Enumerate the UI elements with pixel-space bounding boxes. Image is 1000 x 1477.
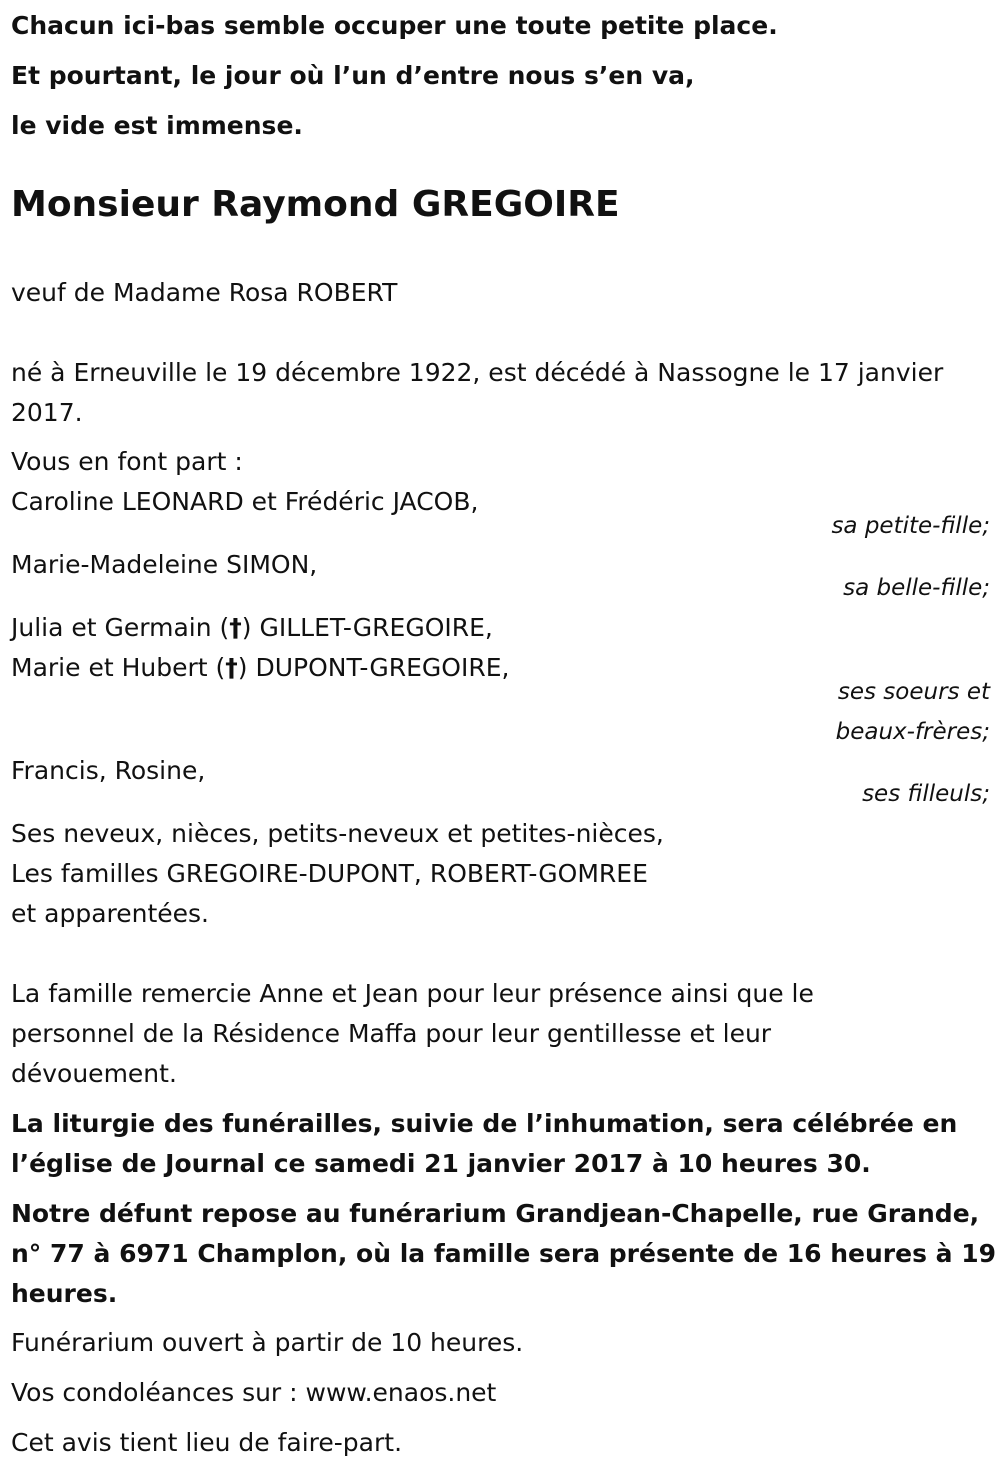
thanks-line-1: La famille remercie Anne et Jean pour leur présence ainsi que le [11, 979, 814, 1008]
quote-line-1: Chacun ici-bas semble occuper une toute petite place. [11, 11, 778, 40]
family-member-name: Francis, Rosine, [11, 756, 206, 785]
thanks-line-2: personnel de la Résidence Maffa pour leur gentillesse et leur [11, 1019, 772, 1048]
funeral-line-1: La liturgie des funérailles, suivie de l’inhumation, sera célébrée en [11, 1109, 958, 1138]
thanks-line-3: dévouement. [11, 1059, 177, 1088]
condolences-line: Vos condoléances sur : www.enaos.net [11, 1378, 497, 1407]
family-member-name-part: Julia et Germain ( [11, 613, 230, 642]
other-relatives-line: Les familles GREGOIRE-DUPONT, ROBERT-GOMREE [11, 859, 648, 888]
family-member-name [11, 608, 493, 648]
birth-death-line-1: né à Erneuville le 19 décembre 1922, est décédé à Nassogne le 17 janvier [11, 358, 944, 387]
deceased-name: Monsieur Raymond GREGOIRE [11, 184, 620, 225]
notice-line: Cet avis tient lieu de faire-part. [11, 1428, 403, 1457]
funerarium-line-3: heures. [11, 1279, 118, 1308]
family-relation: sa belle-fille; [843, 575, 990, 601]
funeral-line-2: l’église de Journal ce samedi 21 janvier 2017 à 10 heures 30. [11, 1149, 871, 1178]
cross-icon: † [229, 613, 242, 642]
family-member-name: Caroline LEONARD et Frédéric JACOB, [11, 487, 479, 516]
funerarium-line-1: Notre défunt repose au funérarium Grandjean-Chapelle, rue Grande, [11, 1199, 980, 1228]
family-member-name: Marie-Madeleine SIMON, [11, 550, 318, 579]
family-member-name-part: ) GILLET-GREGOIRE, [241, 613, 493, 642]
family-relation: ses filleuls; [862, 781, 990, 807]
announcement-intro: Vous en font part : [11, 447, 243, 476]
other-relatives-line: Ses neveux, nièces, petits-neveux et petites-nièces, [11, 819, 664, 848]
family-member-name-part: ) DUPONT-GREGOIRE, [237, 653, 510, 682]
family-relation: ses soeurs et [837, 679, 990, 705]
family-relation: beaux-frères; [835, 719, 990, 745]
family-member-name [11, 648, 509, 688]
family-member-name-part: Marie et Hubert ( [11, 653, 226, 682]
family-relation: sa petite-fille; [831, 513, 990, 539]
other-relatives-line: et apparentées. [11, 899, 209, 928]
quote-line-3: le vide est immense. [11, 111, 303, 140]
opening-hours: Funérarium ouvert à partir de 10 heures. [11, 1328, 524, 1357]
quote-line-2: Et pourtant, le jour où l’un d’entre nous s’en va, [11, 61, 695, 90]
widower-line: veuf de Madame Rosa ROBERT [11, 278, 398, 307]
funerarium-line-2: n° 77 à 6971 Champlon, où la famille sera présente de 16 heures à 19 [11, 1239, 997, 1268]
birth-death-line-2: 2017. [11, 398, 83, 427]
cross-icon: † [225, 653, 238, 682]
